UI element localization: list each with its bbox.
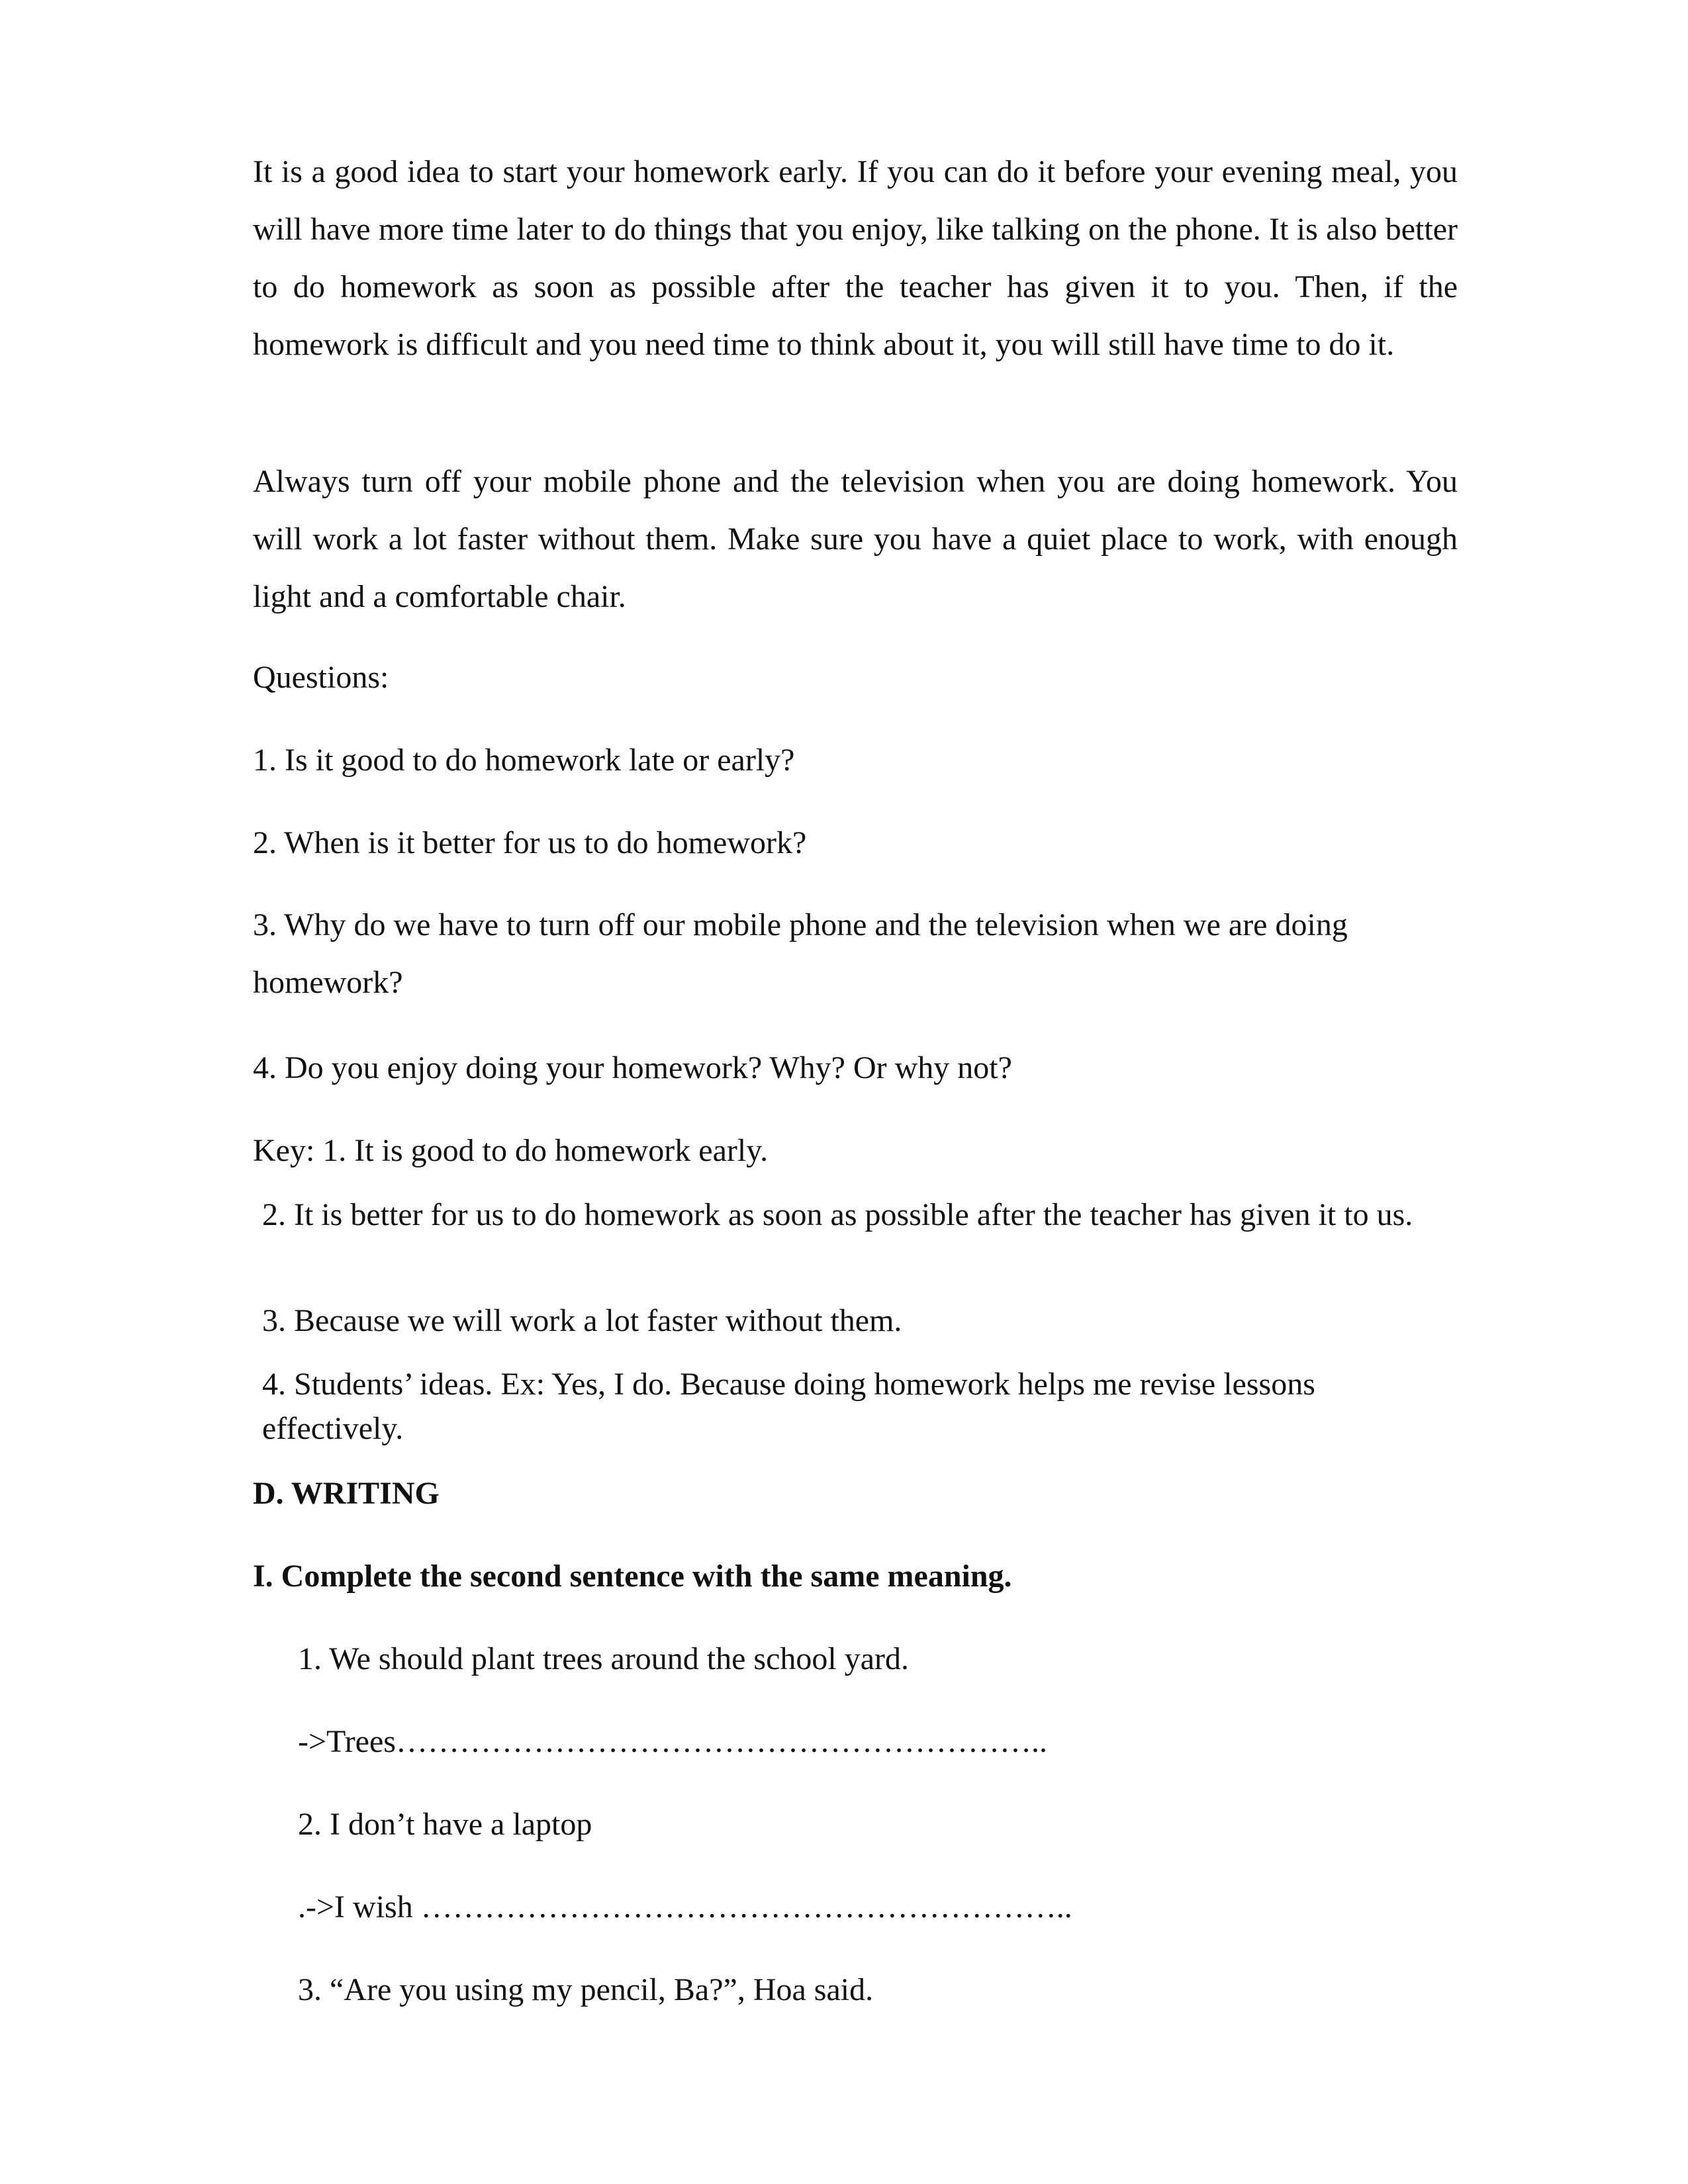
writing-answer-line-2: .->I wish ……………………………………………………..: [298, 1889, 1072, 1925]
key-answer-2: 2. It is better for us to do homework as soon as possible after the teacher has given it to us.: [262, 1197, 1413, 1232]
writing-item-2: 2. I don’t have a laptop: [298, 1807, 592, 1842]
reading-paragraph-1: It is a good idea to start your homework early. If you can do it before your evening meal, you will have more time later to do things that you enjoy, like talking on the phone. It is also better to do homework as soon as possible after the teacher has given it to you. Then, if the homework is difficult and you need time to think about it, you will still have time to do it.: [253, 154, 1458, 362]
question-4: 4. Do you enjoy doing your homework? Why? Or why not?: [253, 1050, 1012, 1085]
key-answer-1: Key: 1. It is good to do homework early.: [253, 1133, 769, 1168]
question-2: 2. When is it better for us to do homework?: [253, 825, 807, 860]
question-1: 1. Is it good to do homework late or early?: [253, 743, 795, 778]
reading-paragraph-2: Always turn off your mobile phone and the television when you are doing homework. You will work a lot faster without them. Make sure you have a quiet place to work, with enough light and a comfortable chair.: [253, 464, 1458, 614]
writing-item-1: 1. We should plant trees around the school yard.: [298, 1641, 910, 1676]
writing-item-3: 3. “Are you using my pencil, Ba?”, Hoa said.: [298, 1972, 874, 2007]
key-answer-4: 4. Students’ ideas. Ex: Yes, I do. Because doing homework helps me revise lessons effectively.: [262, 1367, 1315, 1446]
writing-section-heading: D. WRITING: [253, 1476, 440, 1511]
key-answer-3: 3. Because we will work a lot faster without them.: [262, 1303, 902, 1338]
questions-heading: Questions:: [253, 660, 389, 695]
writing-answer-line-1: ->Trees……………………………………………………..: [298, 1724, 1047, 1759]
question-3: 3. Why do we have to turn off our mobile phone and the television when we are doing homework?: [253, 907, 1348, 1000]
exercise-heading: I. Complete the second sentence with the same meaning.: [253, 1559, 1012, 1594]
